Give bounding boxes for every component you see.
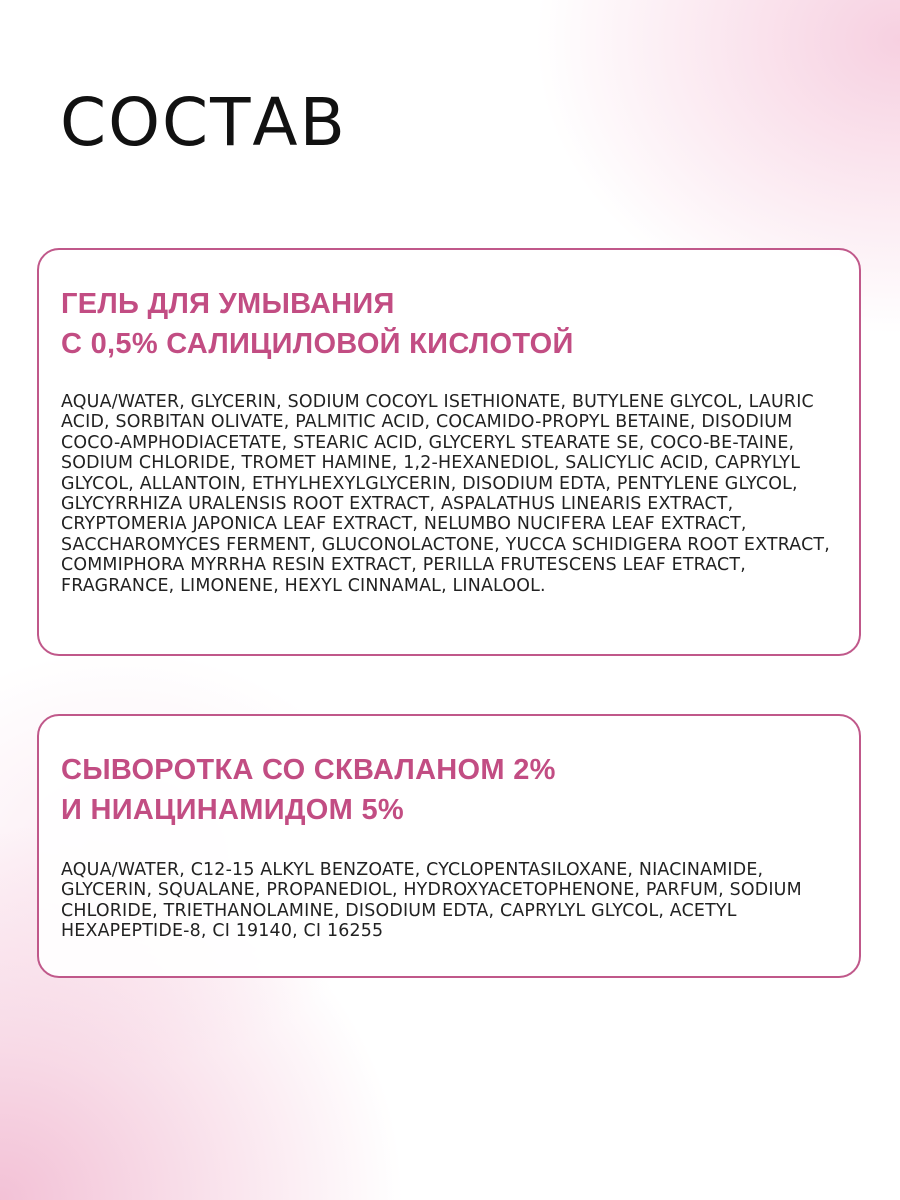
product-title-line-1: СЫВОРОТКА СО СКВАЛАНОМ 2% bbox=[61, 754, 556, 786]
product-title-line-1: ГЕЛЬ ДЛЯ УМЫВАНИЯ bbox=[61, 288, 395, 320]
product-card-serum bbox=[37, 714, 861, 978]
product-title-line-2: И НИАЦИНАМИДОМ 5% bbox=[61, 794, 404, 826]
product-title-line-2: С 0,5% САЛИЦИЛОВОЙ КИСЛОТОЙ bbox=[61, 328, 574, 360]
product-card-face-wash bbox=[37, 248, 861, 656]
product-title bbox=[61, 750, 837, 830]
page-title: СОСТАВ bbox=[60, 84, 347, 161]
ingredients-list: AQUA/WATER, C12-15 ALKYL BENZOATE, CYCLOPENTASILOXANE, NIACINAMIDE, GLYCERIN, SQUALANE, PROPANEDIOL, HYDROXYACETOPHENONE, PARFUM, SODIUM CHLORIDE, TRIETHANOLAMINE, DISODIUM EDTA, CAPRYLYL GLYCOL, ACETYL HEXAPEPTIDE-8, CI 19140, CI 16255 bbox=[61, 860, 802, 942]
product-title bbox=[61, 284, 837, 364]
ingredients-list: AQUA/WATER, GLYCERIN, SODIUM COCOYL ISETHIONATE, BUTYLENE GLYCOL, LAURIC ACID, SORBITAN OLIVATE, PALMITIC ACID, COCAMIDO-PROPYL BETAINE, DISODIUM COCO-AMPHODIACETATE, STEARIC ACID, GLYCERYL STEARATE SE, COCO-BE-TAINE, SODIUM CHLORIDE, TROMET HAMINE, 1,2-HEXANEDIOL, SALICYLIC ACID, CAPRYLYL GLYCOL, ALLANTOIN, ETHYLHEXYLGLYCERIN, DISODIUM EDTA, PENTYLENE GLYCOL, GLYCYRRHIZA URALENSIS ROOT EXTRACT, ASPALATHUS LINEARIS EXTRACT, CRYPTOMERIA JAPONICA LEAF EXTRACT, NELUMBO NUCIFERA LEAF EXTRACT, SACCHAROMYCES FERMENT, GLUCONOLACTONE, YUCCA SCHIDIGERA ROOT EXTRACT, COMMIPHORA MYRRHA RESIN EXTRACT, PERILLA FRUTESCENS LEAF ETRACT, FRAGRANCE, LIMONENE, HEXYL CINNAMAL, LINALOOL. bbox=[61, 392, 830, 596]
